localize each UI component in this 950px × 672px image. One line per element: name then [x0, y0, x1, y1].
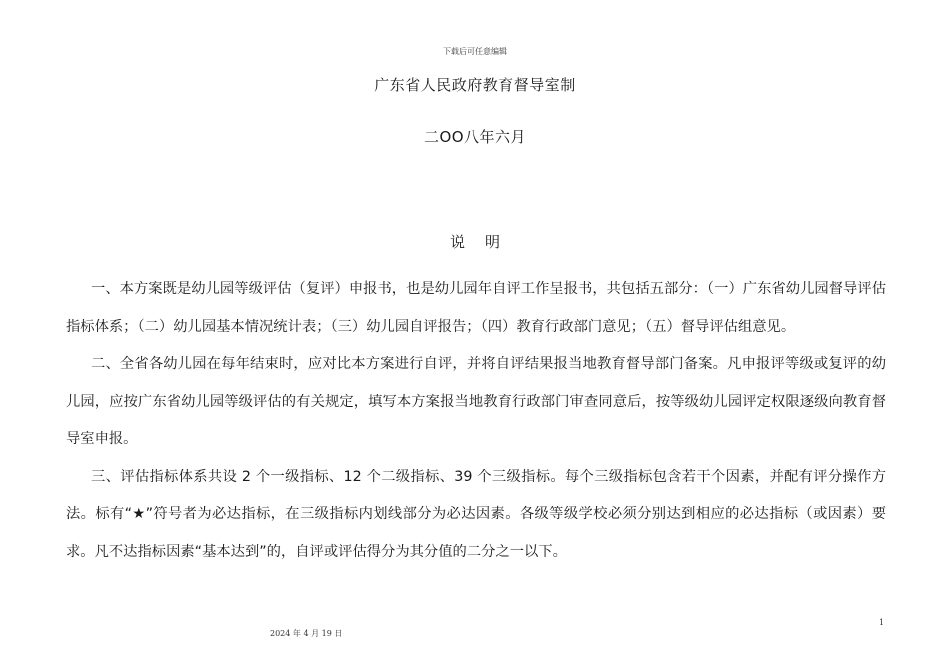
page-number: 1 [879, 618, 885, 627]
paragraph-1: 一、本方案既是幼儿园等级评估（复评）申报书，也是幼儿园年自评工作呈报书，共包括五部分：（一）广东省幼儿园督导评估指标体系；（二）幼儿园基本情况统计表；（三）幼儿园自评报告；（四）教育行政部门意见；（五）督导评估组意见。 [66, 281, 886, 335]
issuer-line: 广东省人民政府教育督导室制 [374, 76, 576, 94]
section-body [66, 271, 886, 571]
footer-date: 2024 年 4 月 19 日 [270, 629, 343, 638]
header-note: 下载后可任意编辑 [443, 47, 507, 56]
section-title: 说明 [449, 233, 520, 251]
issue-date: 二OO八年六月 [423, 128, 527, 146]
paragraph-3: 三、评估指标体系共设 2 个一级指标、12 个二级指标、39 个三级指标。每个三级指标包含若干个因素，并配有评分操作方法。标有“★”符号者为必达指标，在三级指标内划线部分为必达因素。各级等级学校必须分别达到相应的必达指标（或因素）要求。凡不达指标因素“基本达到”的，自评或评估得分为其分值的二分之一以下。 [66, 468, 886, 560]
paragraph-2: 二、全省各幼儿园在每年结束时，应对比本方案进行自评，并将自评结果报当地教育督导部门备案。凡申报评等级或复评的幼儿园，应按广东省幼儿园等级评估的有关规定，填写本方案报当地教育行政部门审查同意后，按等级幼儿园评定权限逐级向教育督导室申报。 [66, 356, 886, 447]
